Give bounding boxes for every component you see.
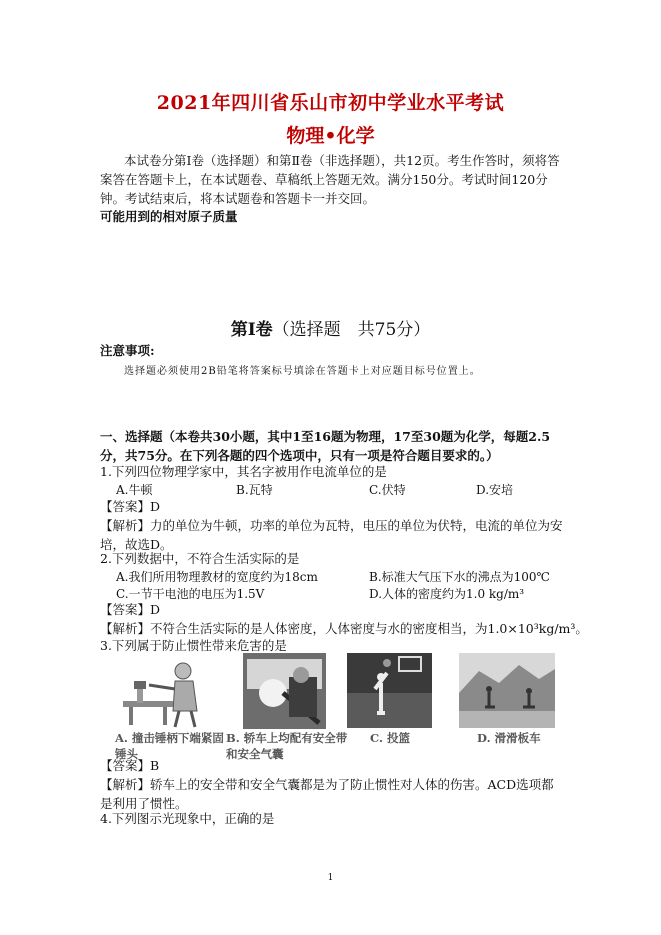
- section-prefix: 第Ⅰ卷: [230, 320, 273, 340]
- q4-stem: 4.下列图示光现象中，正确的是: [100, 811, 275, 826]
- q2-stem: 2.下列数据中，不符合生活实际的是: [100, 551, 300, 566]
- exam-subtitle: 物理•化学: [286, 125, 375, 147]
- page-number: 1: [327, 873, 334, 883]
- q2-option-c: C.一节干电池的电压为1.5V: [116, 587, 265, 601]
- q3-stem: 3.下列属于防止惯性带来危害的是: [100, 638, 287, 653]
- q2-option-d: D.人体的密度约为1.0 kg/m³: [369, 587, 525, 601]
- q2-option-a: A.我们所用物理教材的宽度约为18cm: [116, 570, 318, 584]
- q1-option-c: C.伏特: [369, 483, 406, 497]
- q2-option-b: B.标准大气压下水的沸点为100℃: [369, 570, 550, 584]
- q3-caption-d: D. 滑滑板车: [477, 731, 541, 745]
- atomic-mass-label: 可能用到的相对原子质量: [100, 209, 238, 224]
- q1-option-b: B.瓦特: [236, 483, 273, 497]
- q1-option-a: A.牛顿: [116, 483, 153, 497]
- intro-paragraph: 本试卷分第Ⅰ卷（选择题）和第Ⅱ卷（非选择题），共12页。考生作答时，须将答案答在答题卡上，在本试题卷、草稿纸上答题无效。满分150分。考试时间120分钟。考试结束后，将本试题卷和答题卡一并交回。: [100, 153, 560, 206]
- q3-answer: 【答案】B: [100, 758, 160, 773]
- q2-analysis: 【解析】不符合生活实际的是人体密度，人体密度与水的密度相当，为1.0×10³kg/m³。: [100, 621, 588, 636]
- q3-caption-b: B. 轿车上均配有安全带和安全气囊: [226, 731, 348, 761]
- section-heading: [0, 315, 661, 340]
- q1-analysis: 【解析】力的单位为牛顿，功率的单位为瓦特，电压的单位为伏特，电流的单位为安培，故选D。: [100, 518, 563, 552]
- q2-answer: 【答案】D: [100, 602, 161, 617]
- q3-caption-c: C. 投篮: [370, 731, 410, 745]
- section-rest: （选择题 共75分）: [272, 320, 431, 340]
- notice-label: 注意事项:: [100, 343, 155, 358]
- q1-stem: 1.下列四位物理学家中，其名字被用作电流单位的是: [100, 464, 387, 479]
- hammer-illustration: [115, 653, 215, 729]
- q1-option-d: D.安培: [476, 483, 514, 497]
- car-airbag-photo: [243, 653, 326, 729]
- q3-analysis: 【解析】轿车上的安全带和安全气囊都是为了防止惯性对人体的伤害。ACD选项都是利用了惯性。: [100, 777, 554, 811]
- basketball-photo: [347, 653, 432, 728]
- notice-text: 选择题必须使用2B铅笔将答案标号填涂在答题卡上对应题目标号位置上。: [124, 366, 481, 377]
- skateboard-photo: [459, 653, 555, 728]
- q1-answer: 【答案】D: [100, 499, 161, 514]
- exam-title: 2021年四川省乐山市初中学业水平考试: [156, 92, 505, 114]
- q3-caption-a: A. 撞击锤柄下端紧固锤头: [115, 731, 224, 761]
- part1-heading: 一、选择题（本卷共30小题，其中1至16题为物理，17至30题为化学，每题2.5分，共75分。在下列各题的四个选项中，只有一项是符合题目要求的。）: [100, 429, 551, 463]
